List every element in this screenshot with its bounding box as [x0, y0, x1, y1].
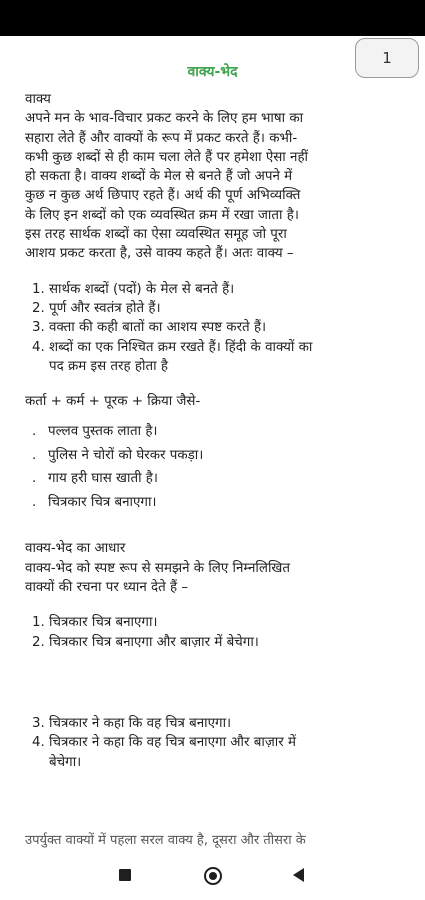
bullet-marker: .	[32, 471, 37, 487]
list-item	[25, 714, 410, 733]
paragraph-line: कभी कुछ शब्दों से ही काम चला लेते हैं पर हमेशा ऐसा नहीं	[25, 149, 309, 165]
paragraph-line: इस तरह सार्थक शब्दों का ऐसा व्यवस्थित समूह जो पूरा	[25, 227, 287, 243]
paragraph-line: वाक्य-भेद को स्पष्ट रूप से समझने के लिए निम्नलिखित	[25, 560, 290, 576]
item-number: 2.	[32, 300, 45, 316]
item-text: चित्रकार चित्र बनाएगा।	[49, 615, 158, 631]
recents-button[interactable]	[118, 868, 132, 882]
item-text: शब्दों का एक निश्चित क्रम रखते हैं। हिंदी के वाक्यों का	[49, 339, 313, 355]
vakya-properties-list	[25, 280, 410, 376]
list-item	[25, 338, 410, 377]
square-recents-icon	[119, 869, 131, 881]
paragraph-line: वाक्यों की रचना पर ध्यान देते हैं –	[25, 580, 189, 596]
paragraph-line: अपने मन के भाव-विचार प्रकट करने के लिए हम भाषा का	[25, 111, 304, 127]
list-item	[25, 633, 410, 652]
list-item	[25, 733, 410, 772]
paragraph-line: सहारा लेते हैं और वाक्यों के रूप में प्रकट करते हैं। कभी-	[25, 130, 298, 146]
paragraph-line: हो सकता है। वाक्य शब्दों के मेल से बनते हैं जो अपने में	[25, 169, 293, 185]
paragraph-line: के लिए इन शब्दों को एक व्यवस्थित क्रम में रखा जाता है।	[25, 207, 299, 223]
intro-paragraph	[25, 109, 410, 263]
example-item	[25, 491, 410, 515]
list-item	[25, 318, 410, 337]
item-text: चित्रकार ने कहा कि वह चित्र बनाएगा और बाज़ार में	[49, 735, 297, 751]
item-text: वक्ता की कही बातों का आशय स्पष्ट करते हैं।	[49, 320, 267, 336]
cutoff-text: उपर्युक्त वाक्यों में पहला सरल वाक्य है, दूसरा और तीसरा के	[25, 833, 306, 848]
item-number: 4.	[32, 735, 45, 751]
examples-list	[25, 420, 410, 514]
section-intro	[25, 559, 410, 598]
bullet-marker: .	[32, 494, 37, 510]
example-text: चित्रकार चित्र बनाएगा।	[48, 494, 157, 510]
reading-content	[25, 90, 410, 772]
example-item	[25, 420, 410, 444]
chapter-title: वाक्य-भेद	[187, 64, 238, 80]
example-item	[25, 444, 410, 468]
sentence-examples-list	[25, 613, 410, 652]
example-item	[25, 467, 410, 491]
home-button[interactable]	[203, 866, 223, 886]
paragraph-line: कुछ न कुछ अर्थ छिपाए रहते हैं। अर्थ की पूर्ण अभिव्यक्ति	[25, 188, 301, 204]
paragraph-line: आशय प्रकट करता है, उसे वाक्य कहते हैं। अतः वाक्य –	[25, 246, 294, 262]
page-number: 1	[382, 49, 392, 67]
word-order-formula: कर्ता + कर्म + पूरक + क्रिया जैसे-	[25, 394, 201, 410]
list-item	[25, 280, 410, 299]
item-number: 2.	[32, 634, 45, 650]
item-number: 3.	[32, 715, 45, 731]
item-number: 4.	[32, 339, 45, 355]
example-text: पल्लव पुस्तक लाता है।	[48, 424, 158, 440]
item-text: पूर्ण और स्वतंत्र होते हैं।	[49, 300, 161, 316]
example-text: गाय हरी घास खाती है।	[48, 471, 158, 487]
item-text: सार्थक शब्दों (पदों) के मेल से बनते हैं।	[49, 281, 235, 297]
navigation-bar	[0, 852, 425, 900]
item-number: 1.	[32, 615, 45, 631]
sentence-examples-list-continued	[25, 714, 410, 772]
cutoff-text-line	[25, 833, 405, 848]
item-number: 3.	[32, 320, 45, 336]
status-bar	[0, 0, 425, 36]
section-heading: वाक्य	[25, 92, 51, 107]
bullet-marker: .	[32, 424, 37, 440]
back-button[interactable]	[292, 868, 306, 882]
list-item	[25, 299, 410, 318]
item-text: चित्रकार ने कहा कि वह चित्र बनाएगा।	[49, 715, 232, 731]
list-item	[25, 613, 410, 632]
triangle-back-icon	[293, 868, 305, 882]
circle-home-icon	[204, 867, 222, 885]
example-text: पुलिस ने चोरों को घेरकर पकड़ा।	[48, 447, 204, 463]
item-text: चित्रकार चित्र बनाएगा और बाज़ार में बेचेगा।	[49, 634, 259, 650]
item-text: पद क्रम इस तरह होता है	[49, 358, 168, 374]
section-heading: वाक्य-भेद का आधार	[25, 541, 126, 557]
item-number: 1.	[32, 281, 45, 297]
item-text: बेचेगा।	[49, 754, 82, 770]
bullet-marker: .	[32, 447, 37, 463]
